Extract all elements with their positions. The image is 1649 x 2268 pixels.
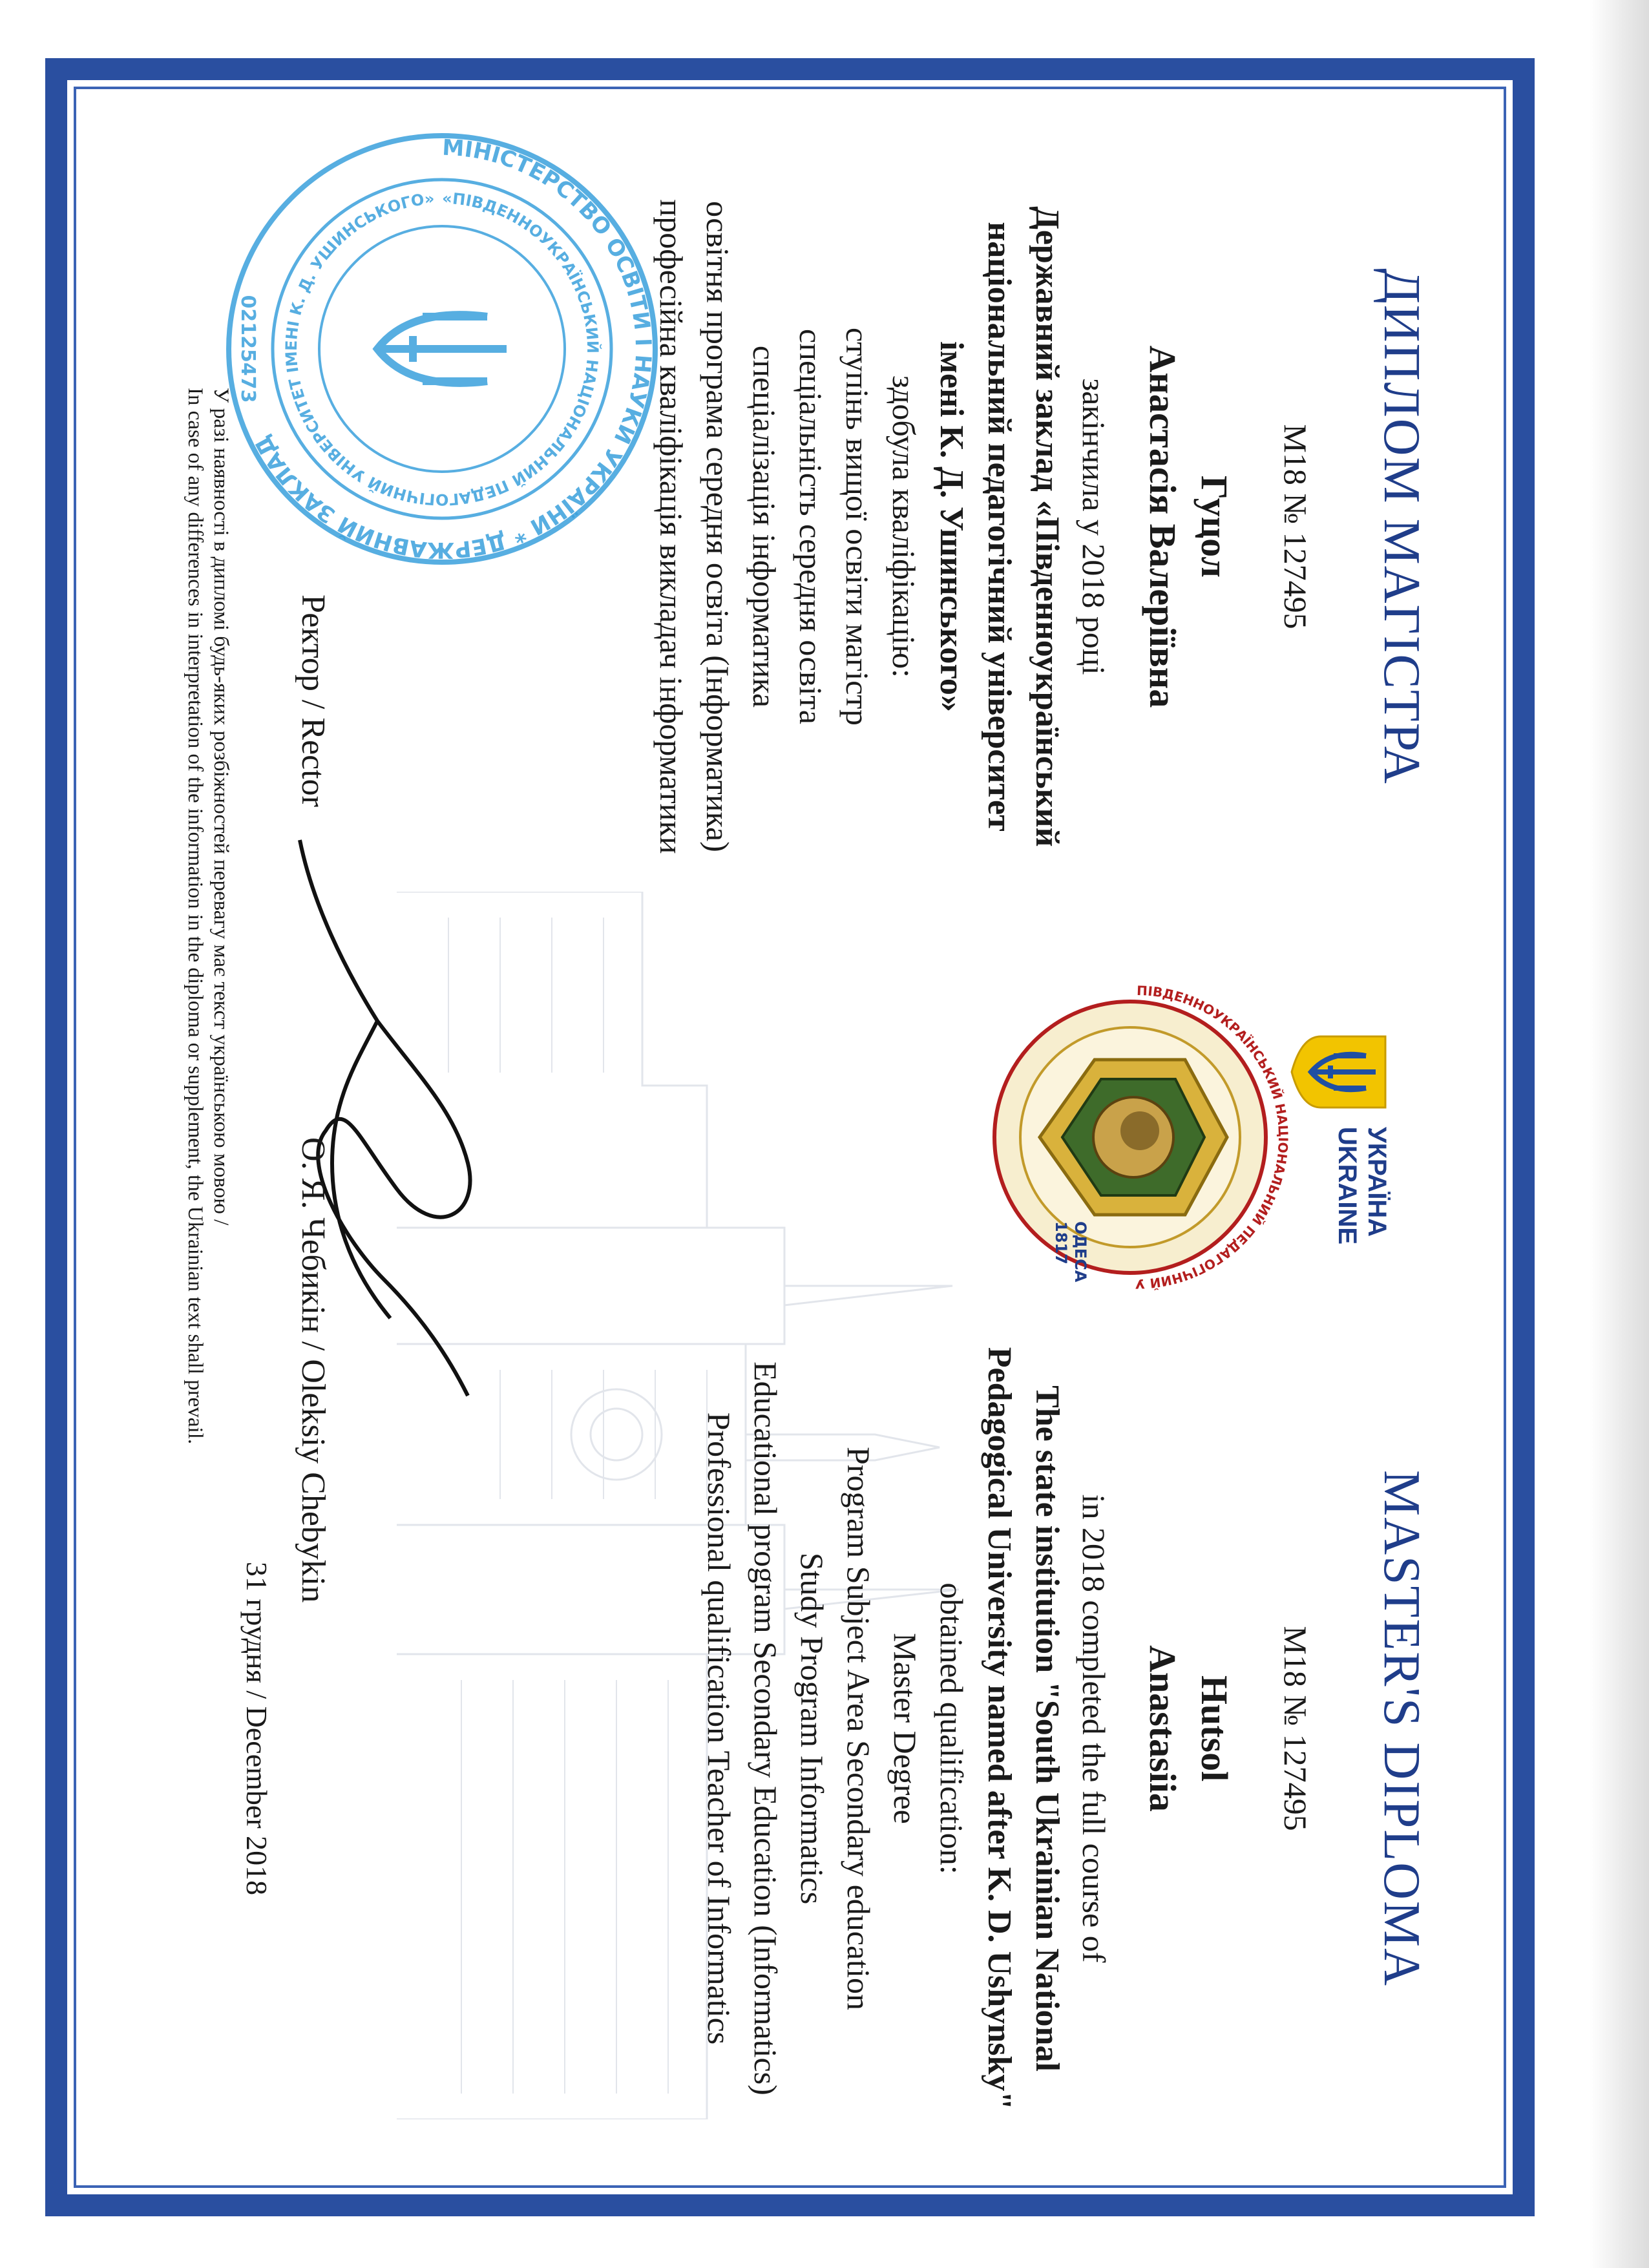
diploma-content — [151, 116, 1431, 2152]
qualification-line-ua: ступінь вищої освіти магістр — [839, 328, 876, 726]
completed-ua: закінчила у 2018 році — [1076, 378, 1112, 675]
university-seal-icon — [985, 956, 1288, 1318]
stamp-trident-icon — [377, 315, 507, 383]
stamp-code: 02125473 — [236, 295, 259, 403]
emblem-block — [982, 956, 1405, 1318]
qualification-line-en: Study Program Informatics — [794, 1552, 830, 1905]
language-disclaimer — [182, 388, 234, 2197]
qualification-line-ua: спеціалізація інформатика — [746, 345, 782, 708]
official-stamp — [216, 123, 668, 575]
surname-en: Hutsol — [1193, 1675, 1235, 1782]
diploma-number-ua: M18 № 127495 — [1277, 424, 1314, 629]
ukrainian-column — [648, 123, 1431, 930]
country-label-en: UKRAINE — [1333, 1126, 1361, 1245]
stamp-inner-text: «ПІВДЕННОУКРАЇНСЬКИЙ НАЦІОНАЛЬНИЙ ПЕДАГОГІЧНИЙ УНІВЕРСИТЕТ ІМЕНІ К. Д. УШИНСЬКОГО» — [282, 189, 602, 509]
given-names-en: Anastasiia — [1142, 1645, 1184, 1812]
scan-edge-shadow — [1590, 0, 1649, 2268]
obtained-ua: здобула кваліфікацію: — [886, 375, 922, 678]
surname-ua: Гуцол — [1193, 476, 1235, 578]
completed-en: in 2018 completed the full course of — [1076, 1494, 1112, 1963]
given-names-ua: Анастасія Валеріївна — [1142, 345, 1184, 708]
disclaimer-en: In case of any differences in interpretation of the information in the diploma or supplement, the Ukrainian text shall prevail. — [184, 388, 207, 1445]
country-label-ua: УКРАЇНА — [1363, 1126, 1391, 1237]
diploma-number-en: M18 № 127495 — [1277, 1626, 1314, 1831]
institution-line-ua: імені К. Д. Ушинського» — [933, 341, 970, 712]
qualification-line-en: Program Subject Area Secondary education — [841, 1447, 877, 2010]
institution-line-en: The state institution "South Ukrainian National — [1029, 1385, 1066, 2072]
qualification-line-en: Educational program Secondary Education (Informatics) — [748, 1361, 784, 2095]
english-column — [696, 1325, 1431, 2132]
rector-label: Ректор / Rector — [295, 594, 331, 807]
institution-line-en: Pedagogical University named after K. D. Ushynsky" — [981, 1347, 1018, 2110]
qualification-line-ua: спеціальність середня освіта — [793, 329, 829, 724]
diploma-title-ua: ДИПЛОМ МАГІСТРА — [1373, 268, 1430, 785]
disclaimer-ua: У разі наявності в дипломі будь-яких розбіжностей перевагу має текст українською мовою / — [209, 388, 233, 1226]
institution-line-ua: Державний заклад «Південноукраїнський — [1029, 206, 1066, 847]
seal-city: ОДЕСА — [1071, 1221, 1089, 1283]
qualification-line-en: Professional qualification Teacher of Informatics — [701, 1412, 737, 2045]
qualification-line-en: Master Degree — [887, 1633, 923, 1824]
qualification-line-ua: освітня програма середня освіта (Інформатика) — [700, 201, 736, 852]
seal-ring-text: ПІВДЕННОУКРАЇНСЬКИЙ Н АЛЬНИЙ ПЕДАГОГІЧНИЙ У — [1135, 982, 1288, 1292]
diploma-title-en: MASTER'S DIPLOMA — [1373, 1470, 1430, 1987]
stamp-outer-text: МІНІСТЕРСТВО ОСВІТИ І НАУКИ УКРАЇНИ * ДЕРЖАВНИЙ ЗАКЛАД — [249, 134, 656, 563]
institution-line-ua: національний педагогічний університет — [981, 222, 1018, 832]
trident-emblem-icon — [1288, 1030, 1392, 1114]
seal-year: 1817 — [1052, 1221, 1070, 1265]
rector-name: О. Я. Чебикін / Oleksiy Chebykin — [295, 1137, 331, 1603]
issue-date: 31 грудня / December 2018 — [240, 1561, 273, 1896]
qualification-line-ua: професійна кваліфікація викладач інформатики — [653, 199, 689, 854]
obtained-en: obtained qualification: — [934, 1582, 970, 1874]
